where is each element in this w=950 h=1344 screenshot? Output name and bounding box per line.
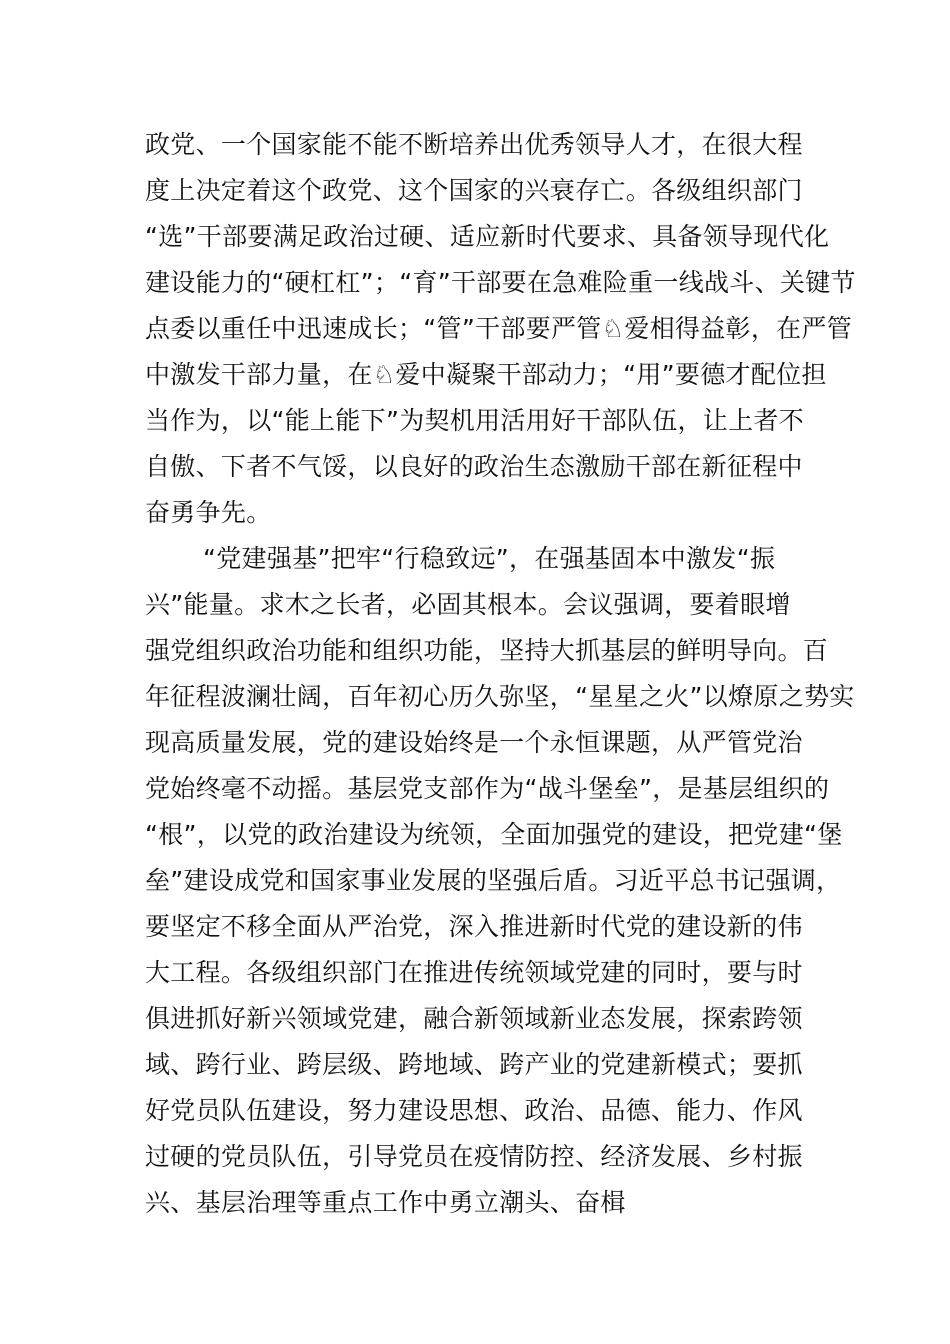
text-line: 要坚定不移全面从严治党，深入推进新时代党的建设新的伟 [145, 912, 803, 941]
text-line: 点委以重任中迅速成长；“管”干部要严管♘爱相得益彰，在严管 [145, 314, 853, 343]
text-line: 兴、基层治理等重点工作中勇立潮头、奋楫 [145, 1188, 626, 1217]
body-text [145, 122, 856, 1226]
text-line: 好党员队伍建设，努力建设思想、政治、品德、能力、作风 [145, 1096, 803, 1125]
text-line: 政党、一个国家能不能不断培养出优秀领导人才，在很大程 [145, 130, 803, 159]
text-line: “根”，以党的政治建设为统领，全面加强党的建设，把党建“堡 [145, 820, 843, 849]
text-line: 现高质量发展，党的建设始终是一个永恒课题，从严管党治 [145, 728, 803, 757]
text-line: 垒”建设成党和国家事业发展的坚强后盾。习近平总书记强调， [145, 866, 842, 895]
text-line: 建设能力的“硬杠杠”；“育”干部要在急难险重一线战斗、关键节 [145, 268, 856, 297]
text-line: 大工程。各级组织部门在推进传统领域党建的同时，要与时 [145, 958, 803, 987]
paragraph-start-line: “党建强基”把牢“行稳致远”，在强基固本中激发“振 [203, 544, 776, 573]
text-line: 度上决定着这个政党、这个国家的兴衰存亡。各级组织部门 [145, 176, 803, 205]
text-line: 俱进抓好新兴领域党建，融合新领域新业态发展，探索跨领 [145, 1004, 803, 1033]
text-line: 党始终毫不动摇。基层党支部作为“战斗堡垒”，是基层组织的 [145, 774, 830, 803]
text-line: 自傲、下者不气馁，以良好的政治生态激励干部在新征程中 [145, 452, 803, 481]
text-line: 强党组织政治功能和组织功能，坚持大抓基层的鲜明导向。百 [145, 636, 829, 665]
text-line: 兴”能量。求木之长者，必固其根本。会议强调，要着眼增 [145, 590, 791, 619]
text-line: 年征程波澜壮阔，百年初心历久弥坚，“星星之火”以燎原之势实 [145, 682, 855, 711]
text-line: “选”干部要满足政治过硬、适应新时代要求、具备领导现代化 [145, 222, 830, 251]
text-line: 当作为，以“能上能下”为契机用活用好干部队伍，让上者不 [145, 406, 805, 435]
text-line: 中激发干部力量，在♘爱中凝聚干部动力；“用”要德才配位担 [145, 360, 827, 389]
text-line: 奋勇争先。 [145, 498, 272, 527]
text-line: 过硬的党员队伍，引导党员在疫情防控、经济发展、乡村振 [145, 1142, 803, 1171]
text-line: 域、跨行业、跨层级、跨地域、跨产业的党建新模式；要抓 [145, 1050, 803, 1079]
